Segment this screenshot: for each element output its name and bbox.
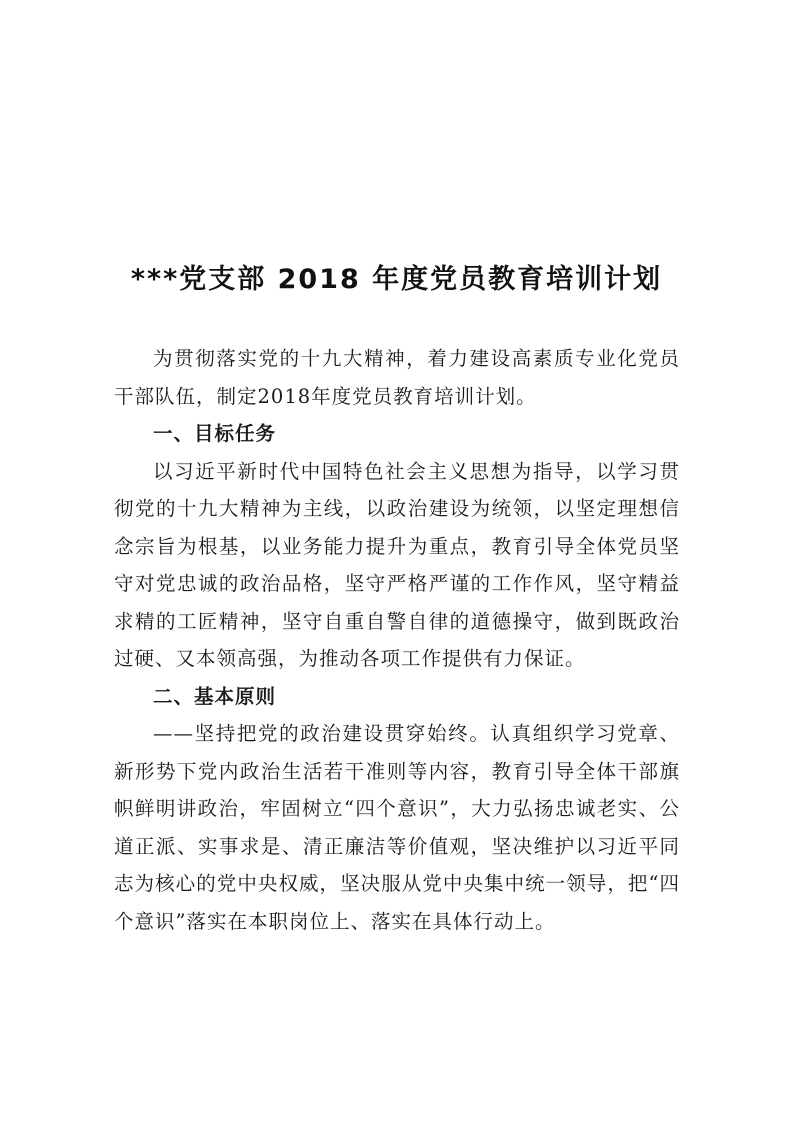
section-heading-principles: 二、基本原则 bbox=[153, 684, 277, 708]
section-paragraph-goals: 以习近平新时代中国特色社会主义思想为指导，以学习贯彻党的十九大精神为主线，以政治建设为统领，以坚定理想信念宗旨为根基，以业务能力提升为重点，教育引导全体党员坚守对党忠诚的政治品格，坚守严格严谨的工作作风，坚守精益求精的工匠精神，坚守自重自警自律的道德操守，做到既政治过硬、又本领高强，为推动各项工作提供有力保证。 bbox=[114, 459, 680, 670]
document-title: ***党支部 2018 年度党员教育培训计划 bbox=[130, 264, 663, 295]
section-paragraph-principles: ——坚持把党的政治建设贯穿始终。认真组织学习党章、新形势下党内政治生活若干准则等内容，教育引导全体干部旗帜鲜明讲政治，牢固树立“四个意识”，大力弘扬忠诚老实、公道正派、实事求是、清正廉洁等价值观，坚决维护以习近平同志为核心的党中央权威，坚决服从党中央集中统一领导，把“四个意识”落实在本职岗位上、落实在具体行动上。 bbox=[114, 722, 680, 933]
section-heading-goals: 一、目标任务 bbox=[153, 422, 277, 445]
document-body bbox=[114, 340, 680, 940]
intro-paragraph: 为贯彻落实党的十九大精神，着力建设高素质专业化党员干部队伍，制定2018年度党员教育培训计划。 bbox=[114, 347, 680, 408]
